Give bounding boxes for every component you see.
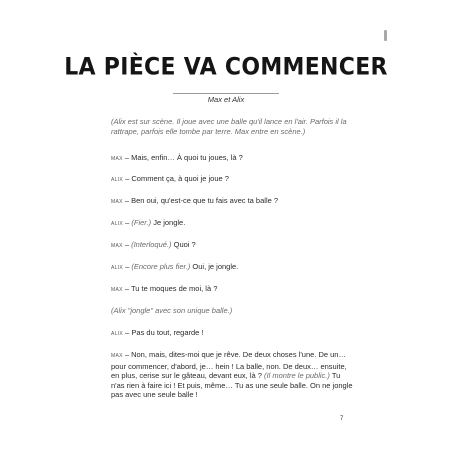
line-direction: (Fier.) [131,218,152,227]
line-direction: (Encore plus fier.) [131,262,191,271]
speaker-name: ALIX [111,265,124,271]
speaker-name: MAX [111,199,123,205]
speaker-name: MAX [111,243,123,249]
line-text: Je jongle. [153,218,186,227]
line-text: Comment ça, à quoi je joue ? [131,174,229,183]
page-title: LA PIÈCE VA COMMENCER [64,54,388,81]
speaker-name: ALIX [111,331,124,337]
line-text: Mais, enfin… À quoi tu joues, là ? [131,153,243,162]
line-text: Pas du tout, regarde ! [131,328,204,337]
dialogue-line: MAX – Ben oui, qu'est-ce que tu fais avec ta balle ? [111,196,279,205]
scroll-indicator[interactable] [384,30,387,41]
line-text: Ben oui, qu'est-ce que tu fais avec ta balle ? [131,196,279,205]
line-text: Tu n'as rien à faire ici ! Et puis, même… Tu as une seule balle. On ne jongle pas avec une seule balle ! [111,371,353,399]
line-direction: (Il montre le public.) [264,371,330,380]
final-speech: MAX – Non, mais, dites-moi que je rêve. De deux choses l'une. De un… pour commencer, d'abord, je… hein ! La balle, non. De deux… ensuite, en plus, cerise sur le gâteau, devant eux, là ? (Il montre le public.) Tu n'as rien à faire ici ! Et puis, même… Tu as une seule balle. On ne jongle pas avec une seule balle ! [111,350,353,399]
dialogue-line: ALIX – (Encore plus fier.) Oui, je jongle. [111,262,239,271]
stage-direction: (Alix "jongle" avec son unique balle.) [111,306,233,315]
title-divider [173,93,279,94]
line-text: Non, mais, dites-moi que je rêve. De deux choses l'une. De un… pour commencer, d'abord, je… hein ! La balle, non. De deux… ensuite, en plus, cerise sur le gâteau, devant eux, là ? [111,350,347,380]
speaker-name: MAX [111,353,123,359]
dialogue-line: MAX – Mais, enfin… À quoi tu joues, là ? [111,153,243,162]
scene-subtitle: Max et Alix [207,95,245,104]
dialogue-line: ALIX – Comment ça, à quoi je joue ? [111,174,229,183]
line-text: Tu te moques de moi, là ? [130,284,218,293]
dialogue-line: ALIX – Pas du tout, regarde ! [111,328,204,337]
speaker-name: MAX [111,156,123,162]
intro-stage-direction: (Alix est sur scène. Il joue avec une balle qu'il lance en l'air. Parfois il la rattrape, parfois elle tombe par terre. Max entre en scène.) [111,117,347,136]
page-number: 7 [340,416,344,422]
line-text: Oui, je jongle. [192,262,239,271]
speaker-name: MAX [111,287,123,293]
speaker-name: ALIX [111,177,124,183]
line-direction: (Interloqué.) [131,240,172,249]
dialogue-line: ALIX – (Fier.) Je jongle. [111,218,186,227]
line-text: Quoi ? [173,240,196,249]
dialogue-line: MAX – Tu te moques de moi, là ? [111,284,218,293]
speaker-name: ALIX [111,221,124,227]
dialogue-line: MAX – (Interloqué.) Quoi ? [111,240,196,249]
